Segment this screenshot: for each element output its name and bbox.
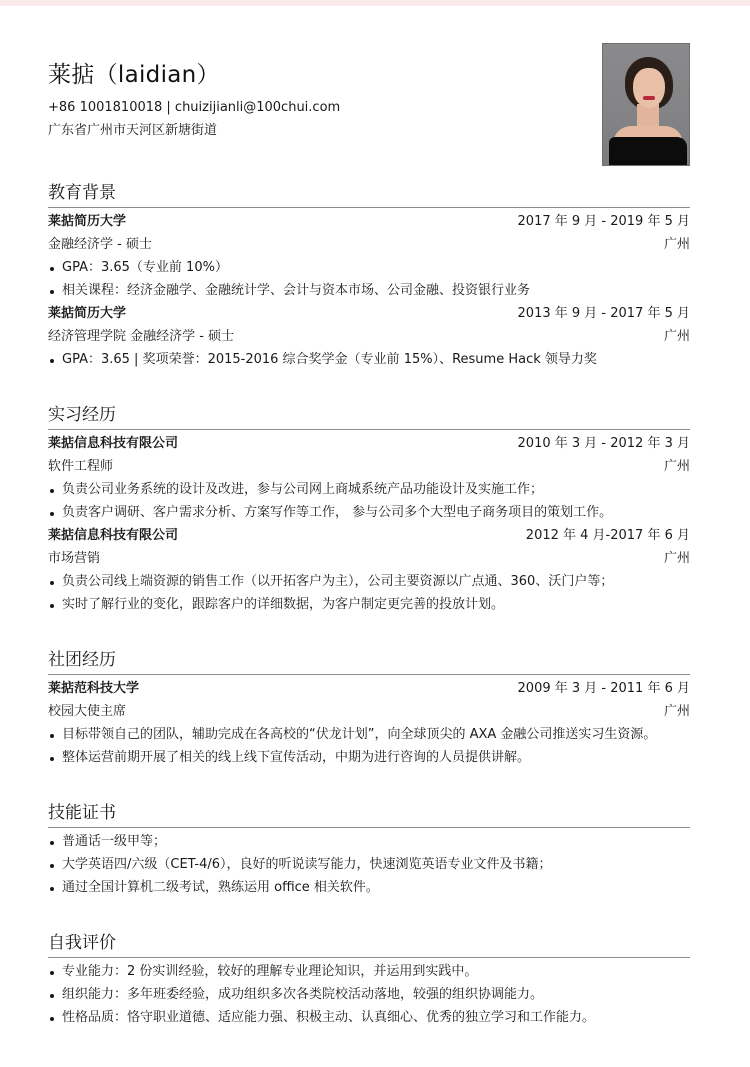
entry-location: 广州 — [663, 329, 690, 344]
entry-role: 校园大使主席 — [48, 704, 127, 719]
entry-subheader — [48, 700, 690, 723]
bullet-list — [48, 478, 690, 524]
section-internship — [48, 404, 690, 616]
bullet-list — [48, 256, 690, 302]
entry-dates: 2012 年 4 月-2017 年 6 月 — [525, 528, 690, 543]
bullet-item: 负责公司线上端资源的销售工作（以开拓客户为主），公司主要资源以广点通、360、沃门户等； — [48, 570, 690, 593]
entry-subheader — [48, 233, 690, 256]
entry-dates: 2009 年 3 月 - 2011 年 6 月 — [517, 681, 690, 696]
bullet-item: 组织能力：多年班委经验，成功组织多次各类院校活动落地，较强的组织协调能力。 — [48, 983, 690, 1006]
bullet-list — [48, 723, 690, 769]
section-title: 实习经历 — [48, 404, 690, 430]
entry-header — [48, 524, 690, 547]
entry-location: 广州 — [663, 704, 690, 719]
entry-role: 市场营销 — [48, 551, 101, 566]
entry-header — [48, 302, 690, 325]
bullet-item: 性格品质：恪守职业道德、适应能力强、积极主动、认真细心、优秀的独立学习和工作能力。 — [48, 1006, 690, 1029]
bullet-item: 大学英语四/六级（CET-4/6），良好的听说读写能力，快速浏览英语专业文件及书籍； — [48, 853, 690, 876]
bullet-item: 负责公司业务系统的设计及改进，参与公司网上商城系统产品功能设计及实施工作； — [48, 478, 690, 501]
photo-face — [633, 68, 665, 108]
bullet-item: GPA：3.65（专业前 10%） — [48, 256, 690, 279]
bullet-item: 实时了解行业的变化，跟踪客户的详细数据，为客户制定更完善的投放计划。 — [48, 593, 690, 616]
resume-header — [48, 0, 690, 172]
entry-location: 广州 — [663, 551, 690, 566]
candidate-name: 莱掂（laidian） — [48, 62, 220, 88]
bullet-list — [48, 570, 690, 616]
entry-subheader — [48, 455, 690, 478]
bullet-item: 普通话一级甲等； — [48, 830, 690, 853]
entry-header — [48, 677, 690, 700]
section-title: 自我评价 — [48, 932, 690, 958]
section-title: 教育背景 — [48, 182, 690, 208]
entry-role: 软件工程师 — [48, 459, 114, 474]
bullet-item: 目标带领自己的团队，辅助完成在各高校的“伏龙计划”，向全球顶尖的 AXA 金融公司推送实习生资源。 — [48, 723, 690, 746]
section-title: 技能证书 — [48, 802, 690, 828]
bullet-item: 相关课程：经济金融学、金融统计学、会计与资本市场、公司金融、投资银行业务 — [48, 279, 690, 302]
resume-page — [48, 0, 690, 1029]
entry-org: 莱掂信息科技有限公司 — [48, 528, 179, 543]
bullet-item: 整体运营前期开展了相关的线上线下宣传活动，中期为进行咨询的人员提供讲解。 — [48, 746, 690, 769]
entry-org: 莱掂信息科技有限公司 — [48, 436, 179, 451]
entry-dates: 2010 年 3 月 - 2012 年 3 月 — [517, 436, 690, 451]
bullet-item: 专业能力：2 份实训经验，较好的理解专业理论知识，并运用到实践中。 — [48, 960, 690, 983]
entry-header — [48, 210, 690, 233]
section-club — [48, 649, 690, 769]
entry-role: 金融经济学 - 硕士 — [48, 237, 152, 252]
entry-org: 莱掂简历大学 — [48, 306, 127, 321]
section-skills — [48, 802, 690, 899]
bullet-list — [48, 348, 690, 371]
entry-header — [48, 432, 690, 455]
contact-info: +86 1001810018 | chuizijianli@100chui.com — [48, 100, 341, 115]
entry-subheader — [48, 325, 690, 348]
photo-lips — [643, 96, 655, 100]
entry-dates: 2017 年 9 月 - 2019 年 5 月 — [517, 214, 690, 229]
entry-org: 莱掂简历大学 — [48, 214, 127, 229]
entry-org: 莱掂范科技大学 — [48, 681, 140, 696]
bullet-item: 通过全国计算机二级考试，熟练运用 office 相关软件。 — [48, 876, 690, 899]
bullet-list — [48, 830, 690, 899]
entry-subheader — [48, 547, 690, 570]
entry-dates: 2013 年 9 月 - 2017 年 5 月 — [517, 306, 690, 321]
bullet-item: GPA：3.65 | 奖项荣誉：2015-2016 综合奖学金（专业前 15%）、Resume Hack 领导力奖 — [48, 348, 690, 371]
profile-photo — [602, 43, 690, 166]
entry-location: 广州 — [663, 237, 690, 252]
address: 广东省广州市天河区新塘街道 — [48, 123, 218, 138]
bullet-list — [48, 960, 690, 1029]
section-self-evaluation — [48, 932, 690, 1029]
photo-dress — [609, 137, 687, 166]
entry-role: 经济管理学院 金融经济学 - 硕士 — [48, 329, 235, 344]
entry-location: 广州 — [663, 459, 690, 474]
bullet-item: 负责客户调研、客户需求分析、方案写作等工作， 参与公司多个大型电子商务项目的策划工作。 — [48, 501, 690, 524]
section-title: 社团经历 — [48, 649, 690, 675]
section-education — [48, 182, 690, 371]
